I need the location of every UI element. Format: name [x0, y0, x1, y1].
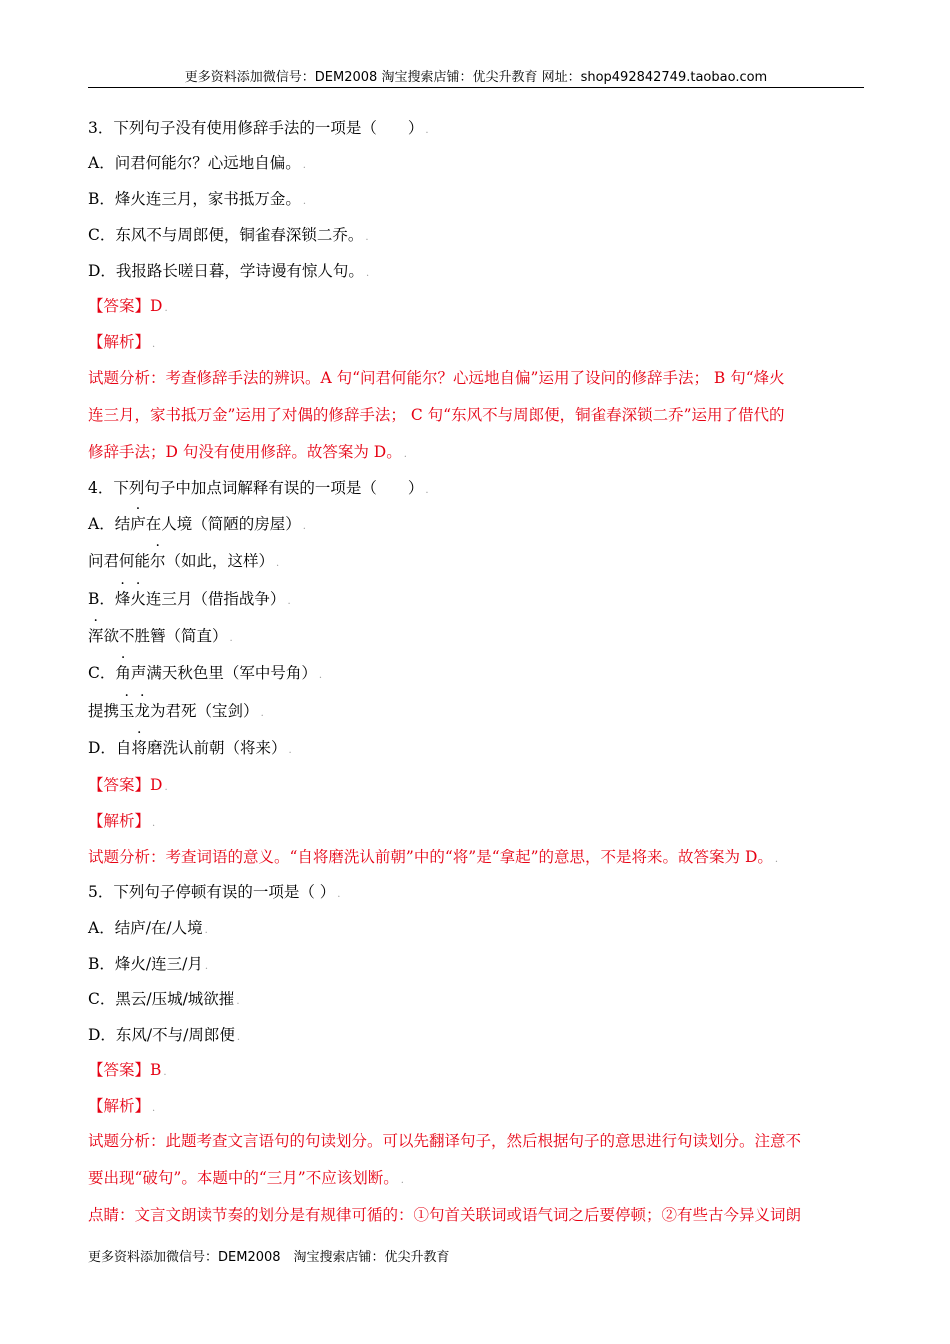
q4-stem: 4．下列句子中加点词解释有误的一项是（ ） . — [88, 479, 429, 497]
q4-answer: 【答案】D . — [88, 776, 168, 794]
q5-analysis-line-1: 试题分析：此题考查文言语句的句读划分。可以先翻译句子，然后根据句子的意思进行句读划分。注意不 — [88, 1132, 802, 1150]
q3-option-a: A．问君何能尔？心远地自偏。 . — [88, 154, 306, 172]
q4-option-b-line-2: 浑欲不胜簪（简直） . — [88, 627, 233, 645]
dotted-word: 火 — [130, 590, 146, 608]
q4-option-c-line-2: 提携玉龙为君死（宝剑） . — [88, 702, 264, 720]
q3-analysis-line-1: 试题分析：考查修辞手法的辨识。A 句“问君何能尔？心远地自偏”运用了设问的修辞手法； B 句“烽火 — [88, 369, 785, 387]
dotted-word: 角 — [115, 664, 131, 682]
q3-option-b: B．烽火连三月，家书抵万金。 . — [88, 190, 307, 208]
dotted-word: 烽 — [114, 590, 131, 608]
q5-option-b: B．烽火/连三/月 . — [88, 955, 209, 973]
q5-dianjing-line: 点睛：文言文朗读节奏的划分是有规律可循的：①句首关联词或语气词之后要停顿；②有些古今异义词朗 — [88, 1206, 802, 1224]
q3-option-c: C．东风不与周郎便，铜雀春深锁二乔。 . — [88, 226, 369, 244]
q4-option-b-line-1: B．烽火连三月（借指战争） . — [88, 590, 291, 608]
page-header: 更多资料添加微信号：DEM2008 淘宝搜索店铺：优尖升教育 网址：shop492842749.taobao.com — [184, 70, 768, 85]
q5-answer: 【答案】B . — [88, 1061, 167, 1079]
dotted-word: 尔 — [150, 552, 166, 570]
dotted-word: 将 — [131, 739, 147, 757]
q3-option-d: D．我报路长嗟日暮，学诗谩有惊人句。 . — [88, 262, 370, 280]
q4-option-a-line-1: A．结庐在人境（简陋的房屋） . — [88, 515, 306, 533]
q4-jiexi-label: 【解析】 . — [88, 812, 156, 830]
q5-stem: 5．下列句子停顿有误的一项是（ ） . — [88, 883, 341, 901]
dotted-word: 庐 — [130, 515, 146, 533]
header-rule — [88, 87, 864, 88]
q5-jiexi-label: 【解析】 . — [88, 1097, 156, 1115]
q3-analysis-line-2: 连三月，家书抵万金”运用了对偶的修辞手法； C 句“东风不与周郎便，铜雀春深锁二乔”运用了借代的 — [88, 406, 785, 424]
q5-option-d: D．东风/不与/周郎便 . — [88, 1026, 241, 1044]
dotted-word: 玉 — [119, 702, 135, 720]
q4-option-a-line-2: 问君何能尔（如此，这样） . — [88, 552, 280, 570]
q4-analysis-line-1: 试题分析：考查词语的意义。“自将磨洗认前朝”中的“将”是“拿起”的意思，不是将来。故答案为 D。 . — [88, 848, 779, 866]
dotted-word: 浑 — [88, 627, 104, 645]
q3-answer: 【答案】D . — [88, 297, 168, 315]
q5-analysis-line-2: 要出现“破句”。本题中的“三月”不应该划断。 . — [88, 1169, 404, 1187]
page-footer: 更多资料添加微信号：DEM2008 淘宝搜索店铺：优尖升教育 — [88, 1250, 450, 1265]
q3-stem: 3．下列句子没有使用修辞手法的一项是（ ） . — [88, 119, 429, 137]
q3-jiexi-label: 【解析】 . — [88, 333, 156, 351]
q4-option-c-line-1: C．角声满天秋色里（军中号角） . — [88, 664, 323, 682]
q3-analysis-line-3: 修辞手法；D 句没有使用修辞。故答案为 D。 . — [88, 443, 407, 461]
q5-option-c: C．黑云/压城/城欲摧 . — [88, 990, 240, 1008]
dotted-word: 龙 — [134, 702, 151, 720]
q4-option-d: D．自将磨洗认前朝（将来） . — [88, 739, 292, 757]
q5-option-a: A．结庐/在/人境 . — [88, 919, 208, 937]
